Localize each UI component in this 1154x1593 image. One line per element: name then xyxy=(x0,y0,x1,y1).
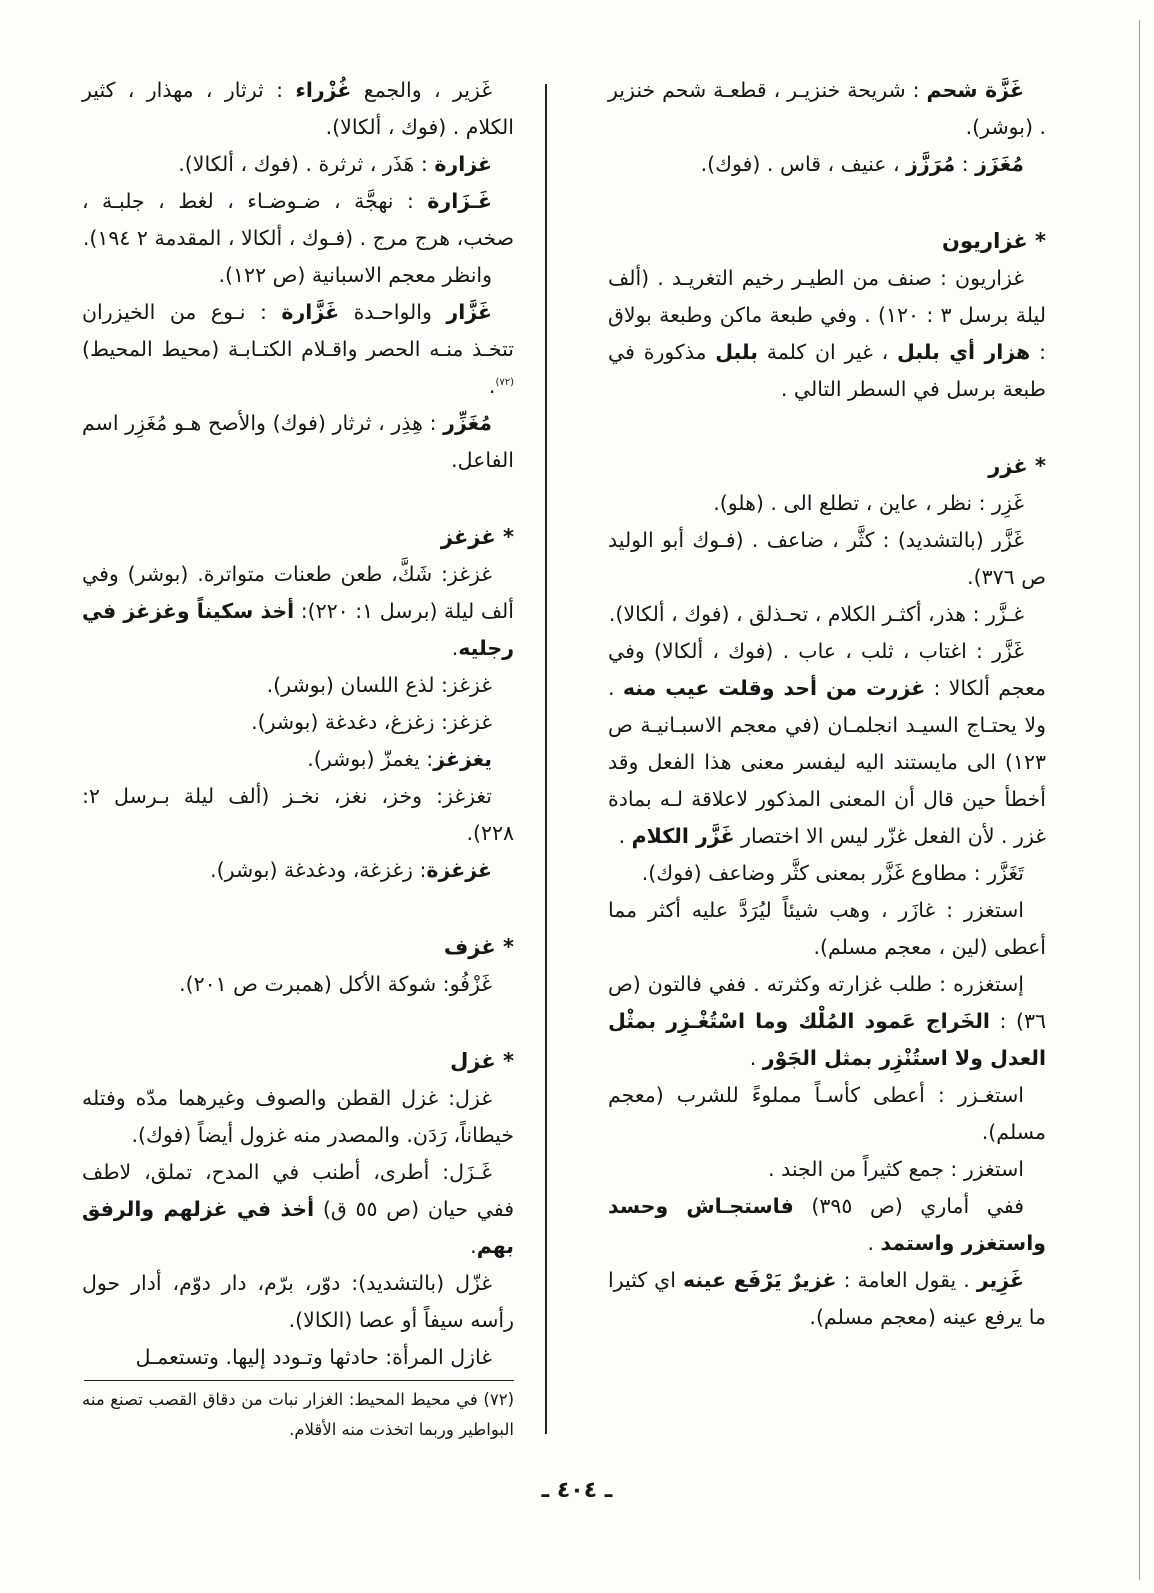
left-paragraph: يغزغز: يغمزّ (بوشر). xyxy=(307,747,492,771)
left-paragraph: غَزير ، والجمع غُزْراء : ثرثار ، مهذار ، كثير الكلام . (فوك ، ألكالا). xyxy=(82,78,514,139)
left-paragraph: غَزَّار والواحـدة غَزَّارة : نـوع من الخيزران تتخـذ منـه الحصر واقـلام الكتـابـة (محيط المحيط)$^{(٧٢)}$. xyxy=(82,300,514,398)
left-paragraph: غَـزَارة : نهجَّة ، ضـوضـاء ، لغط ، جلبـة ، صخب، هرج مرج . (فـوك ، ألكالا ، المقدمة ٢ ١٩٤). xyxy=(82,189,514,250)
left-paragraph: غزغز: شَكَّ، طعن طعنات متواترة. (بوشر) وفي ألف ليلة (برسل ١: ٢٢٠): أخذ سكيناً وغزغز في رجليه. xyxy=(82,562,514,660)
left-paragraph: غزّل (بالتشديد): دوّر، برّم، دار دوّم، أدار حول رأسه سيفاً أو عصا (الكالا). xyxy=(82,1271,514,1332)
left-paragraph: غزغز: زغزغ، دغدغة (بوشر). xyxy=(251,710,492,734)
right-column xyxy=(608,72,1046,1336)
left-paragraph: غَزْفُو: شوكة الأكل (همبرت ص ٢٠١). xyxy=(179,972,492,996)
right-paragraph: غَزَّر (بالتشديد) : كثَّر ، ضاعف . (فـوك أبو الوليد ص ٣٧٦). xyxy=(608,528,1046,589)
right-paragraph: غزاريون : صنف من الطيـر رخيم التغريـد . (ألف ليلة برسل ٣ : ١٢٠) . وفي طبعة ماكن وطبعة بولاق : هزار أي بلبل ، غير ان كلمة بلبل مذكورة في طبعة برسل في السطر التالي . xyxy=(608,266,1046,401)
right-paragraph: استغزر : غازَر ، وهب شيئاً ليُرَدَّ عليه أكثر مما أعطى (لين ، معجم مسلم). xyxy=(608,898,1046,959)
page-number: ـ ٤٠٤ ـ xyxy=(541,1478,613,1503)
right-paragraph: ففي أماري (ص ٣٩٥) فاستجـاش وحسد واستغزر واستمد . xyxy=(608,1194,1046,1255)
left-paragraph: غزل: غزل القطن والصوف وغيرهما مدّه وفتله خيطاناً، رَدَن. والمصدر منه غزول أيضاً (فوك). xyxy=(82,1086,514,1147)
scan-edge-line xyxy=(1139,20,1140,1580)
column-divider xyxy=(545,84,547,1434)
footnote: (٧٢) في محيط المحيط: الغزار نبات من دقاق القصب تصنع منه البواطير وربما اتخذت منه الأقلام. xyxy=(82,1390,514,1439)
footnote-separator xyxy=(84,1380,514,1381)
left-entry-heading: * غزغز xyxy=(440,525,514,549)
left-entry-heading: * غزل xyxy=(450,1049,514,1073)
left-paragraph: وانظر معجم الاسبانية (ص ١٢٢). xyxy=(218,263,492,287)
right-entry-heading: * غزاريون xyxy=(942,229,1046,253)
left-entry-heading: * غزف xyxy=(443,935,514,959)
right-paragraph: إستغزره : طلب غزارته وكثرته . ففي فالتون (ص ٣٦) : الخَراج عَمود المُلْك وما اسْتُغْـزِر بمثْل العدل ولا استُنْزِر بمثل الجَوْر . xyxy=(608,972,1046,1070)
left-paragraph: مُغَزِّر : هِذِر ، ثرثار (فوك) والأصح هـو مُغَزِر اسم الفاعل. xyxy=(82,411,514,472)
right-paragraph: غَزِر : نظر ، عاين ، تطلع الى . (هلو). xyxy=(713,491,1024,515)
left-paragraph: غَـزَل: أطرى، أطنب في المدح، تملق، لاطف ففي حيان (ص ٥٥ ق) أخذ في غزلهم والرفق بهم. xyxy=(82,1160,514,1258)
left-paragraph: غزغزة: زغزغة، ودغدغة (بوشر). xyxy=(210,858,492,882)
left-paragraph: تغزغز: وخز، نغز، نخـز (ألف ليلة بـرسل ٢: ٢٢٨). xyxy=(82,784,514,845)
right-paragraph: غـزَّر : هذر، أكثـر الكلام ، تحـذلق ، (فوك ، ألكالا). xyxy=(608,602,1024,626)
left-paragraph: غازل المرأة: حادثها وتـودد إليها. وتستعمـل xyxy=(135,1345,492,1369)
left-paragraph: غزارة : هَذَر ، ثرثرة . (فوك ، ألكالا). xyxy=(178,152,492,176)
right-paragraph: تَغَزَّر : مطاوع غَزَّر بمعنى كثَّر وضاعف (فوك). xyxy=(641,861,1024,885)
right-paragraph: مُغَزَز : مُرَزَّز ، عنيف ، قاس . (فوك). xyxy=(700,152,1024,176)
right-paragraph: غَزَّر : اغتاب ، ثلب ، عاب . (فوك ، ألكالا) وفي معجم ألكالا : غزرت من أحد وقلت عيب منه . ولا يحتـاج السيـد انجلمـان (في معجم الاسبـانيـة ص ١٢٣) الى مايستند اليه ليفسر معنى هذا الفعل وقد أخطأ حين قال أن المعنى المذكور لاعلاقة لـه بمادة غزر . لأن الفعل غزّر ليس الا اختصار غَزَّر الكلام . xyxy=(608,639,1046,848)
left-column xyxy=(82,72,514,1445)
right-paragraph: غَزِير . يقول العامة : غزيرٌ يَرْفَع عينه اي كثيرا ما يرفع عينه (معجم مسلم). xyxy=(608,1268,1046,1329)
right-paragraph: استغزر : جمع كثيراً من الجند . xyxy=(768,1157,1024,1181)
right-paragraph: غَزَّة شحم : شريحة خنزيـر ، قطعـة شحم خنزير . (بوشر). xyxy=(608,78,1046,139)
right-paragraph: استغـزر : أعطى كأسـاً مملوءً للشرب (معجم مسلم). xyxy=(608,1083,1046,1144)
right-entry-heading: * غزر xyxy=(988,454,1046,478)
left-paragraph: غزغز: لذع اللسان (بوشر). xyxy=(266,673,492,697)
left-column-entries xyxy=(82,72,514,1376)
